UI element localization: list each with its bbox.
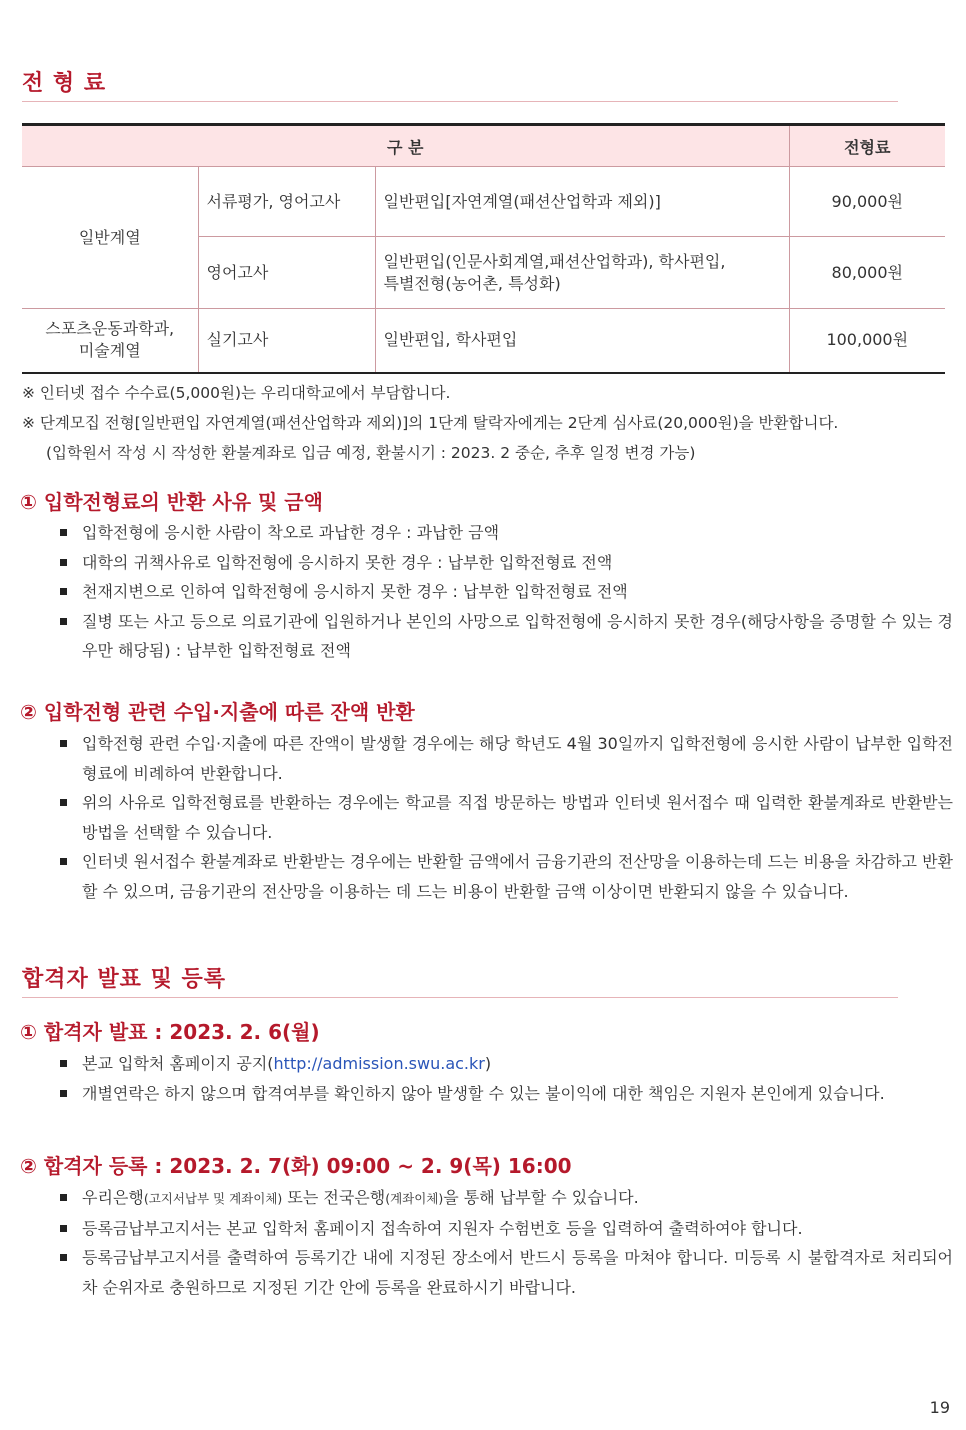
list-item: 본교 입학처 홈페이지 공지(http://admission.swu.ac.kr) xyxy=(60,1049,953,1079)
list-item: 위의 사유로 입학전형료를 반환하는 경우에는 학교를 직접 방문하는 방법과 인터넷 원서접수 때 입력한 환불계좌로 반환받는 방법을 선택할 수 있습니다. xyxy=(60,788,953,847)
bullet-icon xyxy=(60,858,67,865)
bullet-icon xyxy=(60,588,67,595)
type-line: 일반편입(인문사회계열,패션산업학과), 학사편입, xyxy=(383,251,726,271)
type-cell: 일반편입[자연계열(패션산업학과 제외)] xyxy=(375,167,789,237)
header-fee: 전형료 xyxy=(789,125,945,167)
fee-note: ※ 인터넷 접수 수수료(5,000원)는 우리대학교에서 부담합니다. xyxy=(22,384,451,402)
table-row xyxy=(22,309,945,373)
page-number: 19 xyxy=(929,1398,950,1417)
bullet-icon xyxy=(60,799,67,806)
fee-cell: 80,000원 xyxy=(789,237,945,309)
group-line: 미술계열 xyxy=(78,341,141,361)
refund-reasons-title: ① 입학전형료의 반환 사유 및 금액 xyxy=(20,490,323,514)
announce-section-title: 합격자 발표 및 등록 xyxy=(22,962,898,998)
list-item: 입학전형에 응시한 사람이 착오로 과납한 경우 : 과납한 금액 xyxy=(60,518,953,548)
fee-note: (입학원서 작성 시 작성한 환불계좌로 입금 예정, 환불시기 : 2023. 2 중순, 추후 일정 변경 가능) xyxy=(46,444,696,462)
balance-refund-title: ② 입학전형 관련 수입·지출에 따른 잔액 반환 xyxy=(20,700,415,724)
exam-cell: 서류평가, 영어고사 xyxy=(198,167,375,237)
bullet-icon xyxy=(60,559,67,566)
balance-refund-list xyxy=(60,729,953,906)
list-item: 우리은행(고지서납부 및 계좌이체) 또는 전국은행(계좌이체)을 통해 납부할 수 있습니다. xyxy=(60,1183,953,1214)
list-item: 등록금납부고지서를 출력하여 등록기간 내에 지정된 장소에서 반드시 등록을 마쳐야 합니다. 미등록 시 불합격자로 처리되어 차 순위자로 충원하므로 지정된 기간 안에 등록을 완료하시기 바랍니다. xyxy=(60,1243,953,1302)
bullet-icon xyxy=(60,1225,67,1232)
group-sports-art xyxy=(22,309,198,373)
fee-note: ※ 단계모집 전형[일반편입 자연계열(패션산업학과 제외)]의 1단계 탈락자에게는 2단계 심사료(20,000원)을 반환합니다. xyxy=(22,414,839,432)
bullet-icon xyxy=(60,529,67,536)
list-item: 천재지변으로 인하여 입학전형에 응시하지 못한 경우 : 납부한 입학전형료 전액 xyxy=(60,577,953,607)
announce-list xyxy=(60,1049,953,1108)
fee-table-header xyxy=(22,125,945,167)
bullet-icon xyxy=(60,1254,67,1261)
type-cell xyxy=(375,237,789,309)
type-cell: 일반편입, 학사편입 xyxy=(375,309,789,373)
header-category: 구 분 xyxy=(22,125,789,167)
group-general: 일반계열 xyxy=(22,167,198,309)
register-title: ② 합격자 등록 : 2023. 2. 7(화) 09:00 ~ 2. 9(목) 16:00 xyxy=(20,1154,572,1178)
fee-cell: 90,000원 xyxy=(789,167,945,237)
exam-cell: 실기고사 xyxy=(198,309,375,373)
type-line: 특별전형(농어촌, 특성화) xyxy=(383,273,561,293)
table-row xyxy=(22,167,945,237)
bullet-icon xyxy=(60,1194,67,1201)
announce-title: ① 합격자 발표 : 2023. 2. 6(월) xyxy=(20,1020,320,1044)
group-line: 스포츠운동과학과, xyxy=(45,319,175,339)
bullet-icon xyxy=(60,740,67,747)
list-item: 대학의 귀책사유로 입학전형에 응시하지 못한 경우 : 납부한 입학전형료 전액 xyxy=(60,548,953,578)
fee-table xyxy=(22,123,945,374)
list-item: 개별연락은 하지 않으며 합격여부를 확인하지 않아 발생할 수 있는 불이익에 대한 책임은 지원자 본인에게 있습니다. xyxy=(60,1079,953,1109)
bullet-icon xyxy=(60,1060,67,1067)
admission-link[interactable]: http://admission.swu.ac.kr xyxy=(273,1054,485,1073)
list-item: 등록금납부고지서는 본교 입학처 홈페이지 접속하여 지원자 수험번호 등을 입력하여 출력하여야 합니다. xyxy=(60,1214,953,1244)
exam-cell: 영어고사 xyxy=(198,237,375,309)
fee-section-title: 전 형 료 xyxy=(22,66,898,102)
fee-cell: 100,000원 xyxy=(789,309,945,373)
bullet-icon xyxy=(60,1090,67,1097)
list-item: 인터넷 원서접수 환불계좌로 반환받는 경우에는 반환할 금액에서 금융기관의 전산망을 이용하는데 드는 비용을 차감하고 반환할 수 있으며, 금융기관의 전산망을 이용하는 데 드는 비용이 반환할 금액 이상이면 반환되지 않을 수 있습니다. xyxy=(60,847,953,906)
list-item: 입학전형 관련 수입·지출에 따른 잔액이 발생할 경우에는 해당 학년도 4월 30일까지 입학전형에 응시한 사람이 납부한 입학전형료에 비례하여 반환합니다. xyxy=(60,729,953,788)
register-list xyxy=(60,1183,953,1302)
refund-reasons-list xyxy=(60,518,953,666)
bullet-icon xyxy=(60,618,67,625)
list-item: 질병 또는 사고 등으로 의료기관에 입원하거나 본인의 사망으로 입학전형에 응시하지 못한 경우(해당사항을 증명할 수 있는 경우만 해당됨) : 납부한 입학전형료 전액 xyxy=(60,607,953,666)
